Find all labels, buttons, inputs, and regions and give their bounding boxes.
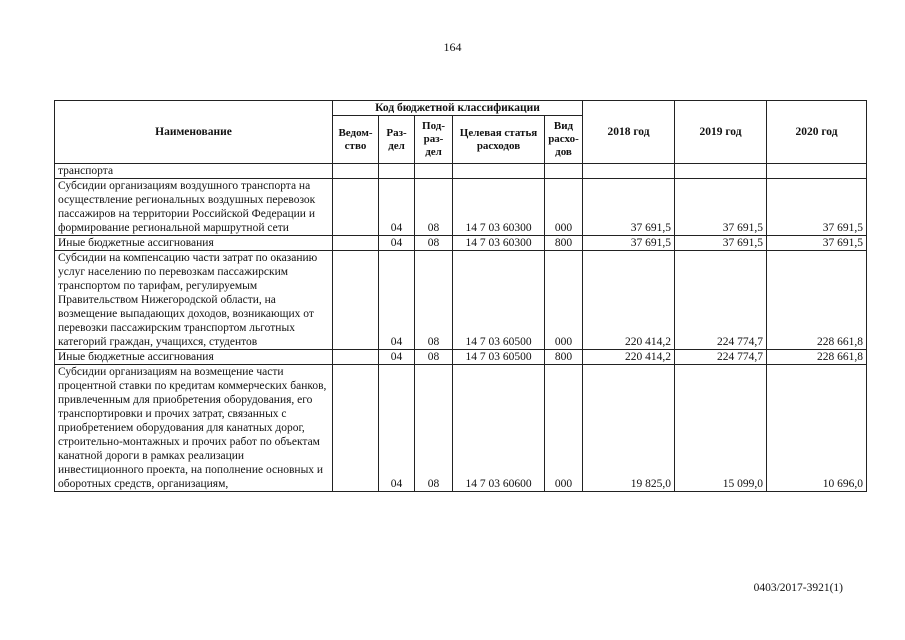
col-header-2019: 2019 год: [675, 101, 767, 164]
row-podrazdel: 08: [415, 251, 453, 350]
row-podrazdel: 08: [415, 179, 453, 236]
col-header-podrazdel: Под-раз-дел: [415, 116, 453, 164]
row-name: Иные бюджетные ассигнования: [55, 236, 333, 251]
row-2018: 19 825,0: [583, 365, 675, 492]
table-row: [55, 365, 867, 492]
col-header-2018: 2018 год: [583, 101, 675, 164]
header-row-group: [55, 101, 867, 116]
row-2019: 224 774,7: [675, 251, 767, 350]
row-2020: 37 691,5: [767, 236, 867, 251]
col-header-2020: 2020 год: [767, 101, 867, 164]
row-2019: 15 099,0: [675, 365, 767, 492]
row-csr: 14 7 03 60500: [453, 350, 545, 365]
row-2020: 228 661,8: [767, 251, 867, 350]
row-2018: 220 414,2: [583, 251, 675, 350]
row-name: Субсидии организациям воздушного транспорта на осуществление региональных воздушных перевозок пассажиров на территории Российской Федерации и формирование региональной маршрутной сети: [55, 179, 333, 236]
row-ved: [333, 164, 379, 179]
table-row: [55, 251, 867, 350]
row-vr: 000: [545, 251, 583, 350]
col-header-vr: Вид расхо-дов: [545, 116, 583, 164]
row-2018: 37 691,5: [583, 179, 675, 236]
row-2020: [767, 164, 867, 179]
row-2020: 228 661,8: [767, 350, 867, 365]
col-header-group: Код бюджетной классификации: [333, 101, 583, 116]
page-number: 164: [443, 40, 462, 54]
row-ved: [333, 179, 379, 236]
row-name: Субсидии организациям на возмещение части процентной ставки по кредитам коммерческих банков, привлеченным для приобретения оборудования, его транспортировки и прочих затрат, связанных с приобретением оборудования для канатных дорог, строительно-монтажных и прочих работ по объектам канатной дороги в рамках реализации инвестиционного проекта, на пополнение основных и оборотных средств, организациям,: [55, 365, 333, 492]
col-header-csr: Целевая статья расходов: [453, 116, 545, 164]
col-header-razdel: Раз-дел: [379, 116, 415, 164]
row-ved: [333, 350, 379, 365]
row-2019: [675, 164, 767, 179]
row-csr: 14 7 03 60300: [453, 236, 545, 251]
row-razdel: 04: [379, 350, 415, 365]
row-vr: [545, 164, 583, 179]
row-ved: [333, 365, 379, 492]
row-razdel: 04: [379, 236, 415, 251]
table-body: [55, 164, 867, 492]
table-row: [55, 236, 867, 251]
row-2018: [583, 164, 675, 179]
row-razdel: 04: [379, 179, 415, 236]
row-2018: 220 414,2: [583, 350, 675, 365]
row-csr: 14 7 03 60300: [453, 179, 545, 236]
row-2018: 37 691,5: [583, 236, 675, 251]
col-header-ved: Ведом-ство: [333, 116, 379, 164]
row-name: Субсидии на компенсацию части затрат по оказанию услуг населению по перевозкам пассажирским транспортом по тарифам, регулируемым Правительством Нижегородской области, на возмещение выпадающих доходов, возникающих от перевозки пассажирским транспортом льготных категорий граждан, учащихся, студентов: [55, 251, 333, 350]
row-razdel: 04: [379, 251, 415, 350]
row-name: транспорта: [55, 164, 333, 179]
col-header-name: Наименование: [55, 101, 333, 164]
row-ved: [333, 236, 379, 251]
row-csr: 14 7 03 60500: [453, 251, 545, 350]
row-2020: 10 696,0: [767, 365, 867, 492]
document-code: 0403/2017-3921(1): [753, 582, 843, 594]
row-csr: 14 7 03 60600: [453, 365, 545, 492]
row-podrazdel: 08: [415, 350, 453, 365]
row-2020: 37 691,5: [767, 179, 867, 236]
row-2019: 37 691,5: [675, 179, 767, 236]
row-razdel: 04: [379, 365, 415, 492]
row-vr: 000: [545, 179, 583, 236]
table-row: [55, 164, 867, 179]
row-podrazdel: [415, 164, 453, 179]
row-podrazdel: 08: [415, 236, 453, 251]
table-row: [55, 350, 867, 365]
table-row: [55, 179, 867, 236]
row-vr: 800: [545, 236, 583, 251]
row-name: Иные бюджетные ассигнования: [55, 350, 333, 365]
row-2019: 224 774,7: [675, 350, 767, 365]
row-vr: 000: [545, 365, 583, 492]
row-podrazdel: 08: [415, 365, 453, 492]
budget-table: [54, 100, 867, 492]
row-ved: [333, 251, 379, 350]
row-razdel: [379, 164, 415, 179]
row-csr: [453, 164, 545, 179]
row-2019: 37 691,5: [675, 236, 767, 251]
row-vr: 800: [545, 350, 583, 365]
